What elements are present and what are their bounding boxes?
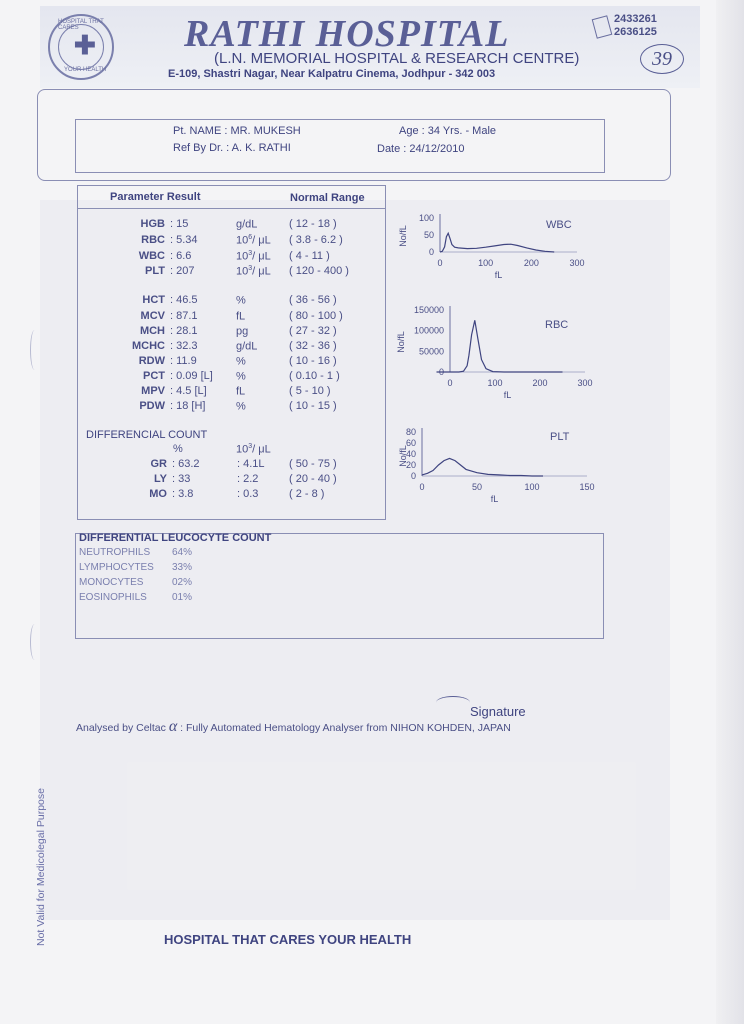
y-tick-label: 100000 xyxy=(413,325,444,336)
hospital-address: E-109, Shastri Nagar, Near Kalpatru Cinema, Jodhpur - 342 003 xyxy=(168,68,496,80)
parameter-range: ( 120 - 400 ) xyxy=(289,265,349,277)
header-parameter-result: Parameter Result xyxy=(110,191,201,203)
parameter-name: HGB xyxy=(140,218,165,230)
pct-header: % xyxy=(173,443,183,455)
parameter-unit: % xyxy=(236,294,246,307)
differential-count-title: DIFFERENCIAL COUNT xyxy=(86,429,208,441)
x-tick-label: 100 xyxy=(487,378,503,388)
punch-mark xyxy=(30,624,39,660)
differential-value: : 3.8 xyxy=(172,488,194,500)
y-tick-label: 150000 xyxy=(413,305,444,315)
y-axis-label: No/fL xyxy=(398,445,408,467)
differential-absolute: : 2.2 xyxy=(237,473,259,485)
parameter-range: ( 80 - 100 ) xyxy=(289,310,343,322)
parameter-value: : 87.1 xyxy=(170,310,198,322)
patient-info-box xyxy=(75,119,605,173)
hospital-name: RATHI HOSPITAL xyxy=(184,13,510,55)
differential-name: MO xyxy=(149,488,167,500)
analyzer-note: Analysed by Celtac α : Fully Automated Hematology Analyser from NIHON KOHDEN, JAPAN xyxy=(76,718,511,735)
parameter-value: : 32.3 xyxy=(170,340,198,352)
y-tick-label: 50 xyxy=(423,230,434,240)
parameter-range: ( 5 - 10 ) xyxy=(289,385,331,397)
parameter-unit: fL xyxy=(236,385,246,398)
abs-header: $10^3/$ μL xyxy=(236,443,271,456)
alpha-symbol: α xyxy=(168,718,178,735)
y-tick-label: 80 xyxy=(405,427,416,437)
parameter-unit: $10^3/$ μL xyxy=(236,250,271,263)
parameter-value: : 0.09 [L] xyxy=(170,370,213,382)
dlc-title: DIFFERENTIAL LEUCOCYTE COUNT xyxy=(79,532,272,544)
parameter-unit: % xyxy=(236,355,246,368)
differential-value: : 63.2 xyxy=(172,458,200,470)
parameter-name: MPV xyxy=(141,385,165,397)
logo-text-top: HOSPITAL THAT CARES xyxy=(58,19,104,31)
logo-text-bottom: YOUR HEALTH xyxy=(64,67,107,73)
dlc-value: 64% xyxy=(172,547,193,558)
x-tick-label: 300 xyxy=(577,378,593,388)
parameter-range: ( 10 - 16 ) xyxy=(289,355,337,367)
parameter-name: PCT xyxy=(143,370,165,382)
signature-scribble xyxy=(436,696,470,709)
y-axis-label: No/fL xyxy=(398,225,408,247)
parameter-name: HCT xyxy=(142,294,165,306)
x-axis-label: fL xyxy=(490,494,499,504)
medical-cross-icon: ✚ xyxy=(74,30,96,60)
differential-absolute: : 0.3 xyxy=(237,488,259,500)
parameter-range: ( 0.10 - 1 ) xyxy=(289,370,340,382)
chart-title: WBC xyxy=(546,219,572,231)
page-number: 39 xyxy=(640,44,684,74)
parameter-range: ( 36 - 56 ) xyxy=(289,294,337,306)
parameter-unit: % xyxy=(236,370,246,383)
signature-label: Signature xyxy=(470,704,526,719)
x-tick-label: 300 xyxy=(569,258,585,268)
parameter-name: MCHC xyxy=(132,340,165,352)
parameter-name: PDW xyxy=(139,400,165,412)
dlc-value: 02% xyxy=(172,577,193,588)
chart-title: PLT xyxy=(550,431,570,443)
differential-absolute: : 4.1L xyxy=(237,458,265,470)
parameter-unit: $10^6/$ μL xyxy=(236,234,271,247)
medicolegal-note: Not Valid for Medicolegal Purpose xyxy=(35,788,47,946)
parameter-unit: fL xyxy=(236,310,246,323)
dlc-label: MONOCYTES xyxy=(79,577,144,588)
x-tick-label: 0 xyxy=(437,258,443,268)
parameter-value: : 46.5 xyxy=(170,294,198,306)
parameter-range: ( 3.8 - 6.2 ) xyxy=(289,234,343,246)
parameter-value: : 18 [H] xyxy=(170,400,206,412)
x-axis-label: fL xyxy=(503,390,512,400)
punch-mark xyxy=(30,330,39,370)
differential-name: LY xyxy=(153,473,167,485)
parameter-unit: g/dL xyxy=(236,218,258,231)
parameter-value: : 5.34 xyxy=(170,234,198,246)
x-tick-label: 100 xyxy=(524,482,540,492)
differential-value: : 33 xyxy=(172,473,191,485)
parameter-value: : 28.1 xyxy=(170,325,198,337)
dlc-label: NEUTROPHILS xyxy=(79,547,151,558)
histogram-curve xyxy=(440,233,554,252)
parameter-name: MCH xyxy=(139,325,165,337)
x-axis-label: fL xyxy=(494,270,503,280)
y-tick-label: 0 xyxy=(410,471,416,481)
parameter-unit: g/dL xyxy=(236,340,258,353)
parameter-name: RBC xyxy=(141,234,165,246)
phone-numbers xyxy=(614,13,657,39)
parameter-name: MCV xyxy=(140,310,165,322)
phone-number: 2433261 xyxy=(614,13,657,25)
rbc-histogram xyxy=(392,300,602,410)
page-edge xyxy=(716,0,744,1024)
differential-name: GR xyxy=(150,458,167,470)
histogram-curve xyxy=(437,320,563,372)
y-tick-label: 0 xyxy=(428,247,434,257)
dlc-box xyxy=(75,533,604,639)
differential-range: ( 50 - 75 ) xyxy=(289,458,337,470)
x-tick-label: 0 xyxy=(447,378,453,388)
differential-range: ( 20 - 40 ) xyxy=(289,473,337,485)
parameter-name: PLT xyxy=(145,265,165,277)
chart-title: RBC xyxy=(545,319,569,331)
x-tick-label: 150 xyxy=(579,482,595,492)
parameter-range: ( 12 - 18 ) xyxy=(289,218,337,230)
parameter-range: ( 27 - 32 ) xyxy=(289,325,337,337)
x-tick-label: 200 xyxy=(523,258,539,268)
y-tick-label: 100 xyxy=(418,213,434,223)
y-tick-label: 20 xyxy=(405,460,416,470)
report-date: Date : 24/12/2010 xyxy=(377,143,465,155)
hospital-logo xyxy=(48,14,114,80)
parameter-value: : 15 xyxy=(170,218,189,230)
y-tick-label: 0 xyxy=(438,367,444,377)
parameter-unit: pg xyxy=(236,325,249,338)
parameter-value: : 207 xyxy=(170,265,195,277)
header-normal-range: Normal Range xyxy=(290,192,365,204)
hospital-subtitle: (L.N. MEMORIAL HOSPITAL & RESEARCH CENTRE) xyxy=(214,50,580,67)
y-tick-label: 50000 xyxy=(418,346,444,357)
differential-range: ( 2 - 8 ) xyxy=(289,488,325,500)
x-tick-label: 200 xyxy=(532,378,548,388)
dlc-label: EOSINOPHILS xyxy=(79,592,147,603)
parameter-range: ( 10 - 15 ) xyxy=(289,400,337,412)
hospital-tagline: HOSPITAL THAT CARES YOUR HEALTH xyxy=(164,932,412,947)
plt-histogram xyxy=(392,424,602,512)
x-tick-label: 100 xyxy=(478,258,494,268)
phone-number: 2636125 xyxy=(614,26,657,38)
dlc-value: 01% xyxy=(172,592,193,603)
parameter-value: : 11.9 xyxy=(170,355,197,367)
parameter-value: : 6.6 xyxy=(170,250,192,262)
parameter-range: ( 4 - 11 ) xyxy=(289,250,330,262)
parameter-name: WBC xyxy=(138,250,165,262)
y-axis-label: No/fL xyxy=(396,331,406,353)
parameter-range: ( 32 - 36 ) xyxy=(289,340,337,352)
x-tick-label: 50 xyxy=(471,482,483,492)
parameter-unit: % xyxy=(236,400,246,413)
parameter-name: RDW xyxy=(138,355,165,367)
histogram-curve xyxy=(422,458,543,476)
dlc-value: 33% xyxy=(172,562,193,573)
x-tick-label: 0 xyxy=(419,482,425,492)
referring-doctor: Ref By Dr. : A. K. RATHI xyxy=(173,142,291,154)
wbc-histogram xyxy=(392,208,602,294)
y-tick-label: 60 xyxy=(405,438,416,448)
y-tick-label: 40 xyxy=(405,449,416,459)
dlc-label: LYMPHOCYTES xyxy=(79,562,154,573)
parameter-unit: $10^3/$ μL xyxy=(236,265,271,278)
patient-name: Pt. NAME : MR. MUKESH xyxy=(173,125,301,137)
patient-age: Age : 34 Yrs. - Male xyxy=(399,125,497,137)
parameter-value: : 4.5 [L] xyxy=(170,385,207,397)
